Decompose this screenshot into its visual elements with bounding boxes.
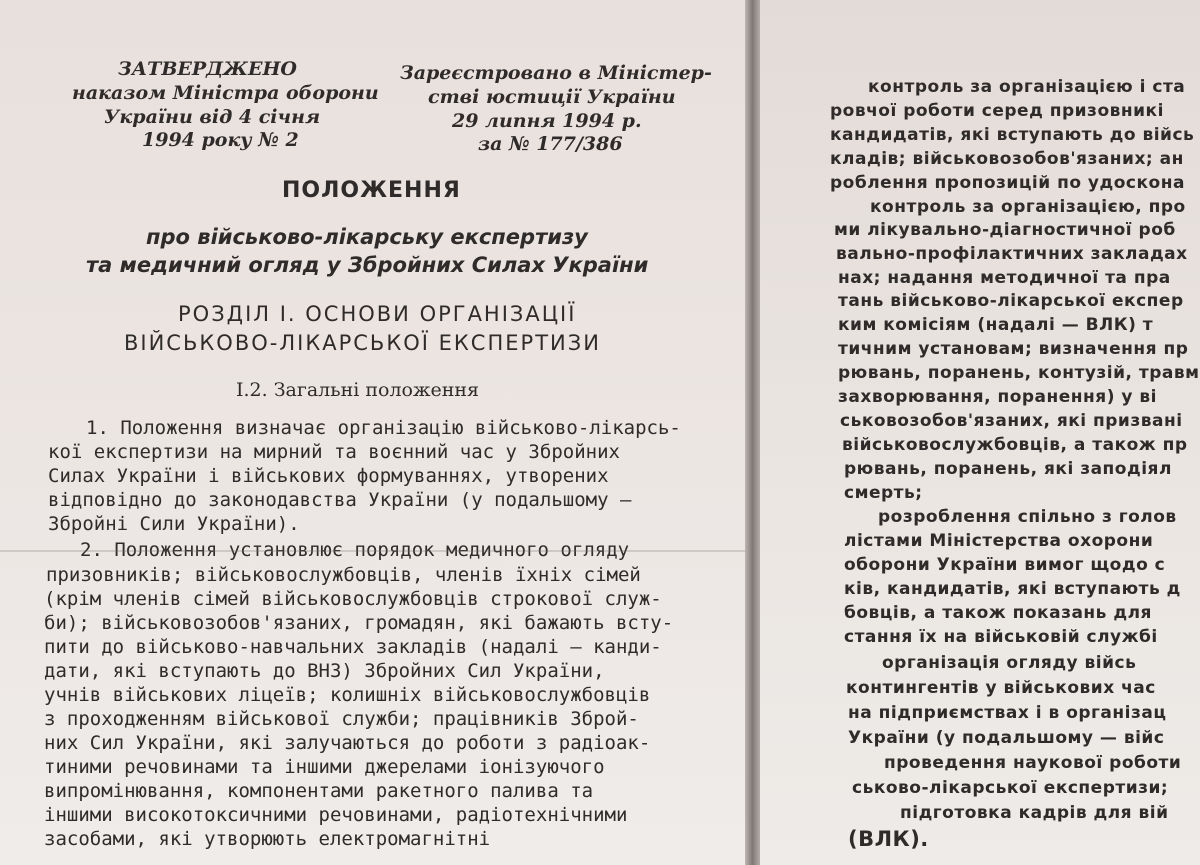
right-line-5: роблення пропозицій по удоскона xyxy=(830,173,1185,193)
document-title: ПОЛОЖЕННЯ xyxy=(282,178,461,203)
right-line-26: контингентів у військових час xyxy=(846,678,1156,698)
right-line-31: підготовка кадрів для вій xyxy=(900,803,1169,823)
right-line-2: ровчої роботи серед призовникі xyxy=(830,101,1164,121)
right-line-4: кладів; військовозобов'язаних; ан xyxy=(830,149,1184,169)
registered-line-1: Зареєстровано в Міністер- xyxy=(400,62,712,84)
body-line-14: них Сил України, які залучаються до роботи з радіоак- xyxy=(44,732,651,754)
body-line-7: призовників; військовослужбовців, членів їхніх сімей xyxy=(46,564,641,586)
right-line-25: організація огляду війсь xyxy=(882,653,1137,673)
registered-line-4: за № 177/386 xyxy=(478,133,623,155)
right-line-30: ськово-лікарської експертизи; xyxy=(852,778,1169,798)
right-line-22: ків, кандидатів, які вступають д xyxy=(844,579,1181,599)
body-line-9: би); військовозобов'язаних, громадян, які бажають всту- xyxy=(44,612,674,634)
approved-heading: ЗАТВЕРДЖЕНО xyxy=(118,58,297,80)
right-line-28: України (у подальшому — війс xyxy=(848,728,1165,748)
body-line-17: іншими високотоксичними речовинами, радіотехнічними xyxy=(44,804,628,826)
body-line-5: Збройні Сили України). xyxy=(48,513,300,535)
document-subtitle-line-2: та медичний огляд у Збройних Силах України xyxy=(86,253,649,277)
right-line-7: ми лікувально-діагностичної роб xyxy=(834,220,1176,240)
body-line-13: з проходженням військової служби; працівників Зброй- xyxy=(44,708,639,730)
right-line-10: тань військово-лікарської експер xyxy=(838,291,1184,311)
document-subtitle-line-1: про військово-лікарську експертизу xyxy=(146,225,588,249)
right-line-11: ким комісіям (надалі — ВЛК) т xyxy=(838,315,1154,335)
right-line-21: оборони України вимог щодо с xyxy=(844,555,1166,575)
body-line-2: кої експертизи на мирний та воєнний час у Збройних xyxy=(48,441,620,463)
registered-line-2: стві юстиції України xyxy=(428,86,676,108)
body-line-10: пити до військово-навчальних закладів (надалі — канди- xyxy=(44,636,662,658)
body-line-16: випромінювання, компонентами ракетного палива та xyxy=(44,780,594,802)
right-line-23: бовців, а також показань для xyxy=(844,603,1152,623)
section-heading-line-2: ВІЙСЬКОВО-ЛІКАРСЬКОЇ ЕКСПЕРТИЗИ xyxy=(124,331,601,355)
right-line-14: захворювання, поранення) у ві xyxy=(838,387,1157,407)
registered-line-3: 29 липня 1994 р. xyxy=(452,110,642,132)
body-line-15: тиними речовинами та іншими джерелами іонізуючого xyxy=(44,756,605,778)
page-fold-line xyxy=(0,550,745,552)
body-line-3: Силах України і військових формуваннях, утворених xyxy=(48,465,609,487)
right-line-8: вально-профілактичних закладах xyxy=(836,244,1188,264)
right-line-9: нах; надання методичної та пра xyxy=(838,268,1171,288)
right-line-3: кандидатів, які вступають до війсь xyxy=(830,125,1195,145)
right-line-16: військовослужбовців, а також пр xyxy=(842,435,1188,455)
right-line-17: рювань, поранень, які заподіял xyxy=(844,459,1172,479)
body-line-12: учнів військових ліцеїв; колишніх військовослужбовців xyxy=(44,684,651,706)
right-line-6: контроль за організацією, про xyxy=(870,197,1186,217)
right-page xyxy=(760,0,1200,865)
body-line-1: 1. Положення визначає організацію військово-лікарсь- xyxy=(86,417,681,439)
right-line-32: (ВЛК). xyxy=(848,827,929,851)
body-line-8: (крім членів сімей військовослужбовців строкової служ- xyxy=(44,588,662,610)
subsection-heading: І.2. Загальні положення xyxy=(236,379,480,401)
approved-line-3: 1994 року № 2 xyxy=(142,129,299,151)
approved-line-1: наказом Міністра оборони xyxy=(72,82,379,104)
right-line-29: проведення наукової роботи xyxy=(884,753,1182,773)
right-line-15: ськовозобов'язаних, які призвані xyxy=(840,411,1183,431)
body-line-4: відповідно до законодавства України (у подальшому — xyxy=(48,489,632,511)
section-heading-line-1: РОЗДІЛ І. ОСНОВИ ОРГАНІЗАЦІЇ xyxy=(178,302,577,326)
right-line-19: розроблення спільно з голов xyxy=(878,507,1177,527)
body-line-18: засобами, які утворюють електромагнітні xyxy=(44,828,491,850)
right-line-13: рювань, поранень, контузій, травм xyxy=(838,363,1200,383)
right-line-24: стання їх на військовій службі xyxy=(844,627,1158,647)
right-line-1: контроль за організацією і ста xyxy=(868,77,1186,97)
right-line-18: смерть; xyxy=(844,483,923,503)
book-gutter xyxy=(745,0,760,865)
body-line-6: 2. Положення установлює порядок медичного огляду xyxy=(80,539,630,561)
right-line-27: на підприємствах і в організац xyxy=(848,703,1167,723)
right-line-12: тичним установам; визначення пр xyxy=(838,339,1189,359)
body-line-11: дати, які вступають до ВНЗ) Збройних Сил України, xyxy=(44,660,605,682)
right-line-20: лістами Міністерства охорони xyxy=(844,531,1154,551)
approved-line-2: України від 4 січня xyxy=(104,106,321,128)
